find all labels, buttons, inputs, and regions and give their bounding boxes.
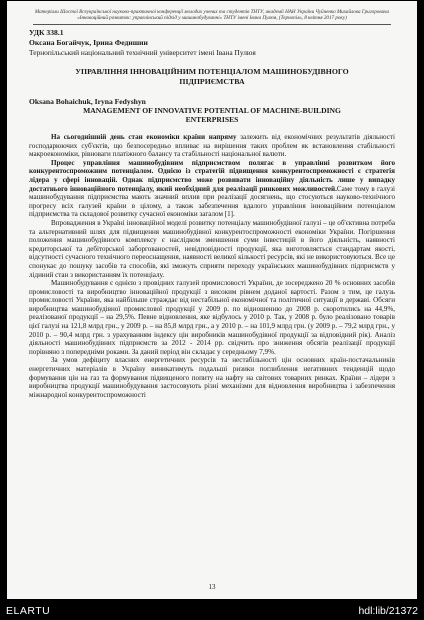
authors-english: Oksana Bohaichuk, Iryna Fedyshyn <box>29 97 146 106</box>
paragraph-1-rest: залежить від економічних результатів діяльності господарюючих суб'єктів, що безпосередньо впливає на вирішення таких проблем як встановлення стабільності макроекономіки, рівноваги платіжного балансу та стабільності національної валюти. <box>29 133 395 159</box>
paragraph-1-bold: На сьогоднішній день стан економіки країни напряму <box>51 133 237 141</box>
paragraph-3: Впровадження в Україні інноваційної моделі розвитку потенціалу машинобудівної галузі – це об'єктивна потреба та альтернативний шлях для підвищення машинобудівної конкурентоспроможності економіки України. Погіршення положення машинобудівного комплексу є наслідком зменшення суми інвестицій в його діяльність, наявності кредиторської та дебіторської заборгованостей, невідповідності продукції, яка виготовляється стандартам якості, відсутності сучасного технічного переоснащення, наявності великої кількості ресурсів, які не використовуються. Все це спонукає до пошуку засобів та способів, які зможуть сприяти переходу українських машинобудівних підприємств у лідиний стан з використанням їх потенціалу. <box>29 218 395 279</box>
paragraph-2-bold: Процес управління машинобудівним підприємством полягає в управлінні розвитком його конкурентоспроможним потенціалом. Однією із стратегій підвищення конкурентоспроможності є стратегія лідера у сфері інновацій. Однак підприємство може розвивати інноваційну діяльність лише у випадку достатнього інноваційного потенціалу, який необхідний для реалізації ринкових можливостей. <box>29 158 395 193</box>
paragraph-4: Машинобудування є однією з провідних галузей промисловості України, де зосереджено 20 % основних засобів промисловості та виробництво інноваційної продукції з високим рівнем доданої вартості. Разом з тим, це галузь промисловості України, яка найбільше страждає від нестабільної економічної та політичної ситуації в державі. Обсяги виробництва машинобудівної промислової продукції у 2009 р. по відношенню до 2008 р. скоротились на 44,9%, реалізованої продукції – на 29,5%. Певне відновлення, яке відбулось у 2010 р. Так, у 2008 р. було реалізовано товарів цієї галузі на 121,8 млрд грн., у 2009 р. – на 85,8 млрд грн., а у 2010 р. – на 101,9 млрд грн. (у 2009 р. – 79,2 млрд грн., у 2010 р. – 90,4 млрд грн. з урахуванням індексу цін виробників машинобудівної продукції за відповідний рік). Аналіз діяльності машинобудівних підприємств за 2012 - 2014 рр. свідчить про зниження обсягів реалізації продукції порівняно з попередніми роками. За даний період він складає у середньому 7,9%. <box>29 279 395 356</box>
paragraph-1 <box>29 133 395 159</box>
repository-label: ELARTU <box>6 605 51 617</box>
document-page <box>7 1 417 599</box>
running-header: Матеріали Шостої Всеукраїнської науково-практичної конференції молодих учених та студентів ТНТУ, академії НАН України Чуйченко Михайлова Григоровича «Інноваційний розвиток: управлінський підхід у машинобудуванні» ТНТУ імені Івана Пулюя, (Тернопіль, 8 квітня 2017 року) <box>33 9 391 25</box>
paragraph-5: За умов дефіциту власних енергетичних ресурсів та нестабільності цін основних країн-постачальників енергетичних матеріалів в Україну виникатимуть подальші ризики поглиблення негативних тенденцій щодо формування цін на газ та формування підвищеного попиту на нафту на світових товарних ринках. Країни – лідери з виробництва продукції машинобудування застосовують різні механізми для відновлення виробництва і забезпечення міжнародної конкурентоспроможності <box>29 356 395 399</box>
title-english: MANAGEMENT OF INNOVATIVE POTENTIAL OF MACHINE-BUILDING ENTERPRISES <box>83 106 341 124</box>
affiliation: Тернопільський національний технічний університет імені Івана Пулюя <box>29 48 256 57</box>
udk-code: УДК 338.1 <box>29 28 64 37</box>
title-ukrainian: УПРАВЛІННЯ ІННОВАЦІЙНИМ ПОТЕНЦІАЛОМ МАШИНОБУДІВНОГО ПІДПРИЄМСТВА <box>75 67 349 86</box>
authors-ukrainian: Оксана Богайчук, Ірина Федишин <box>29 38 148 47</box>
paragraph-2-rest: Саме тому в галузі машинобудування підприємства мають значний вплив при реалізації досягнень, що стосуються науково-технічного прогресу всіх галузей країни в цілому, а також забезпечення вдалого управління інноваційним потенціалом підприємства та складової розвитку сучасної економіки загалом [1]. <box>29 184 396 219</box>
page-number: 13 <box>208 583 216 591</box>
paragraph-2 <box>29 159 395 219</box>
article-body <box>29 133 395 399</box>
handle-identifier: hdl:lib/21372 <box>358 605 418 617</box>
